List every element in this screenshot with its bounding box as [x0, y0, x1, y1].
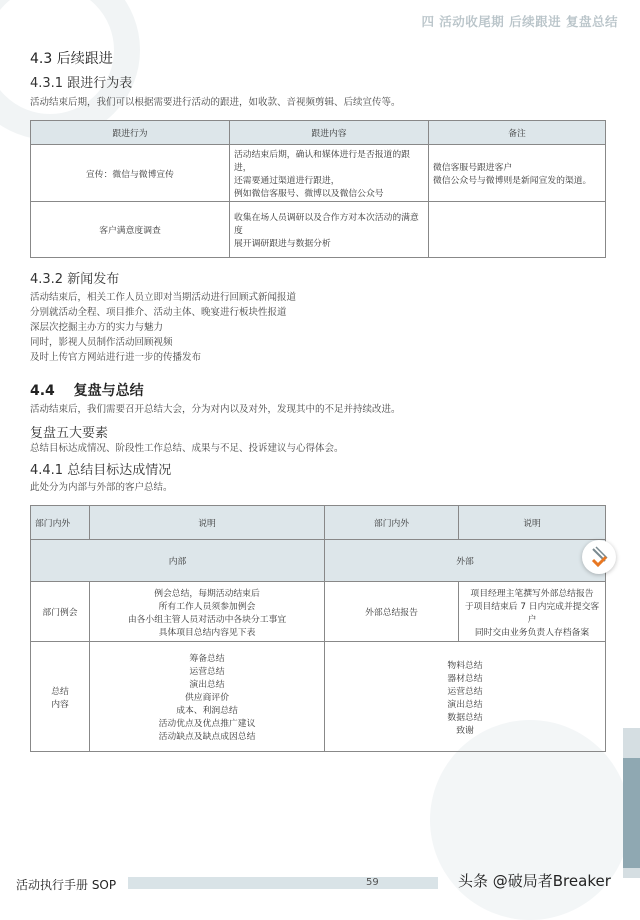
summary-table	[30, 505, 606, 752]
table-cell	[325, 642, 606, 752]
footer-bar	[128, 877, 438, 889]
table-cell	[429, 145, 606, 202]
background-circle	[0, 0, 140, 140]
cell-line: 同时交由业务负责人存档备案	[474, 627, 590, 638]
cell-line: 由各小组主管人员对活动中各块分工事宜	[127, 614, 287, 625]
table-cell: 外部总结报告	[325, 582, 459, 642]
cell-line: 项目经理主笔撰写外部总结报告	[470, 588, 594, 599]
section-title-4-3: 4.3 后续跟进	[30, 51, 113, 67]
cell-line: 于项目结束后 7 日内完成并提交客户	[464, 601, 600, 625]
page-number: 59	[366, 877, 379, 888]
table-row	[31, 642, 606, 752]
side-decoration-bar-dark	[623, 758, 640, 868]
cell-line: 收集在场人员调研以及合作方对本次活动的满意度	[234, 213, 419, 236]
cell-line: 物料总结	[447, 660, 483, 671]
cell-line: 数据总结	[447, 712, 483, 723]
table-header: 跟进内容	[230, 121, 429, 145]
cell-line: 筹备总结	[189, 654, 225, 664]
cell-line: 演出总结	[189, 680, 225, 690]
cell-line: 器材总结	[447, 673, 483, 684]
follow-up-table	[30, 120, 606, 258]
paperclip-icon[interactable]	[582, 540, 616, 574]
section-title-4-3-2: 4.3.2 新闻发布	[30, 272, 120, 287]
table-cell	[90, 642, 325, 752]
cell-line: 例如微信客服号、微博以及微信公众号	[234, 189, 384, 199]
table-header: 说明	[90, 506, 325, 540]
table-header: 说明	[459, 506, 606, 540]
cell-line: 活动缺点及缺点成因总结	[158, 732, 256, 742]
cell-line: 具体项目总结内容见下表	[158, 627, 256, 638]
section-intro: 活动结束后，我们需要召开总结大会，分为对内以及对外，发现其中的不足并持续改进。	[30, 404, 401, 415]
news-paragraph	[30, 290, 296, 365]
table-cell	[459, 582, 606, 642]
cell-line: 成本、利润总结	[176, 706, 238, 716]
cell-line: 内容	[51, 699, 69, 710]
table-header: 备注	[429, 121, 606, 145]
cell-line: 总结	[51, 686, 69, 697]
five-elements-text: 总结目标达成情况、阶段性工作总结、成果与不足、投诉建议与心得体会。	[30, 443, 344, 454]
cell-line: 活动优点及优点推广建议	[158, 719, 256, 729]
table-cell: 客户满意度调查	[31, 202, 230, 258]
text-line: 及时上传官方网站进行进一步的传播发布	[30, 352, 202, 363]
section-title-4-3-1: 4.3.1 跟进行为表	[30, 76, 133, 91]
table-row	[31, 202, 606, 258]
watermark: 头条 @破局者Breaker	[458, 872, 611, 890]
text-line: 深层次挖掘主办方的实力与魅力	[30, 322, 164, 333]
cell-line: 展开调研跟进与数据分析	[234, 239, 331, 249]
five-elements-title: 复盘五大要素	[30, 426, 109, 441]
cell-line: 运营总结	[189, 667, 225, 677]
table-cell	[90, 582, 325, 642]
text-line: 分别就活动全程、项目推介、活动主体、晚宴进行板块性报道	[30, 307, 287, 318]
table-cell	[31, 642, 90, 752]
section-intro: 活动结束后期，我们可以根据需要进行活动的跟进，如收款、音视频剪辑、后续宣传等。	[30, 97, 401, 108]
cell-line: 供应商评价	[185, 693, 229, 703]
cell-line: 例会总结，每期活动结束后	[154, 588, 260, 599]
table-cell: 宣传：微信与微博宣传	[31, 145, 230, 202]
table-cell: 部门例会	[31, 582, 90, 642]
section-intro: 此处分为内部与外部的客户总结。	[30, 482, 173, 493]
cell-line: 演出总结	[447, 699, 483, 710]
footer-title: 活动执行手册 SOP	[16, 878, 117, 892]
table-header: 跟进行为	[31, 121, 230, 145]
section-title-4-4: 4.4 复盘与总结	[30, 383, 144, 399]
cell-line: 所有工作人员须参加例会	[158, 601, 256, 612]
table-row	[31, 145, 606, 202]
table-header: 部门内外	[31, 506, 90, 540]
table-cell	[230, 145, 429, 202]
cell-line: 还需要通过渠道进行跟进，	[234, 176, 340, 186]
external-header: 外部	[325, 540, 606, 582]
cell-line: 运营总结	[447, 686, 483, 697]
cell-line: 活动结束后期，确认和媒体进行是否报道的跟进，	[234, 150, 410, 173]
chapter-header: 四 活动收尾期 后续跟进 复盘总结	[421, 14, 618, 29]
table-cell	[230, 202, 429, 258]
cell-line: 微信公众号与微博则是新闻宣发的渠道。	[433, 176, 592, 186]
cell-line: 致谢	[456, 725, 474, 736]
text-line: 活动结束后，相关工作人员立即对当期活动进行回顾式新闻报道	[30, 292, 297, 303]
table-cell	[429, 202, 606, 258]
table-header: 部门内外	[325, 506, 459, 540]
section-title-4-4-1: 4.4.1 总结目标达成情况	[30, 463, 172, 478]
table-row	[31, 582, 606, 642]
text-line: 同时，影视人员制作活动回顾视频	[30, 337, 173, 348]
cell-line: 微信客服号跟进客户	[433, 163, 513, 173]
internal-header: 内部	[31, 540, 325, 582]
